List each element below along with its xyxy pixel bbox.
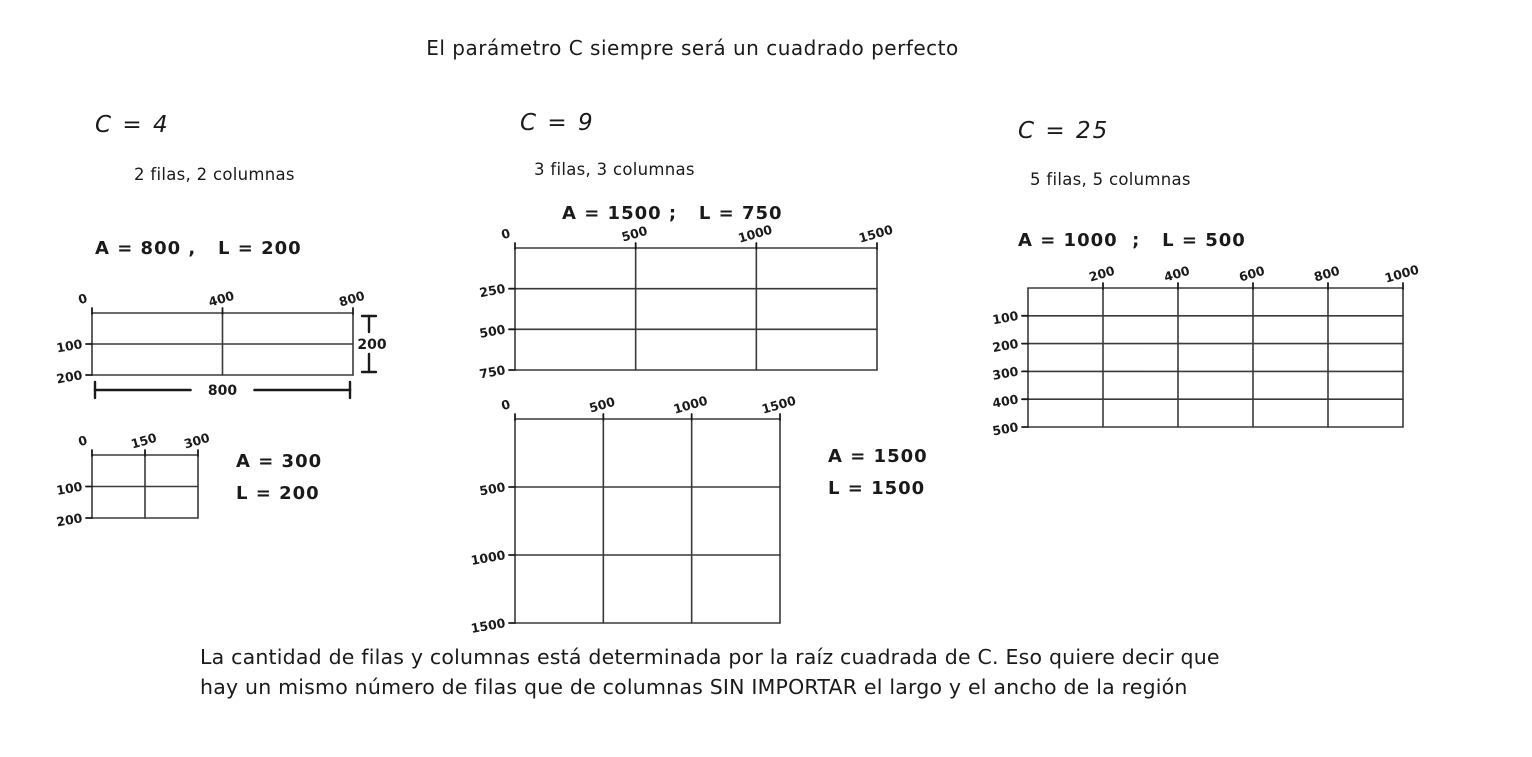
grid-c4-small: [47, 425, 263, 570]
svg-text:200: 200: [991, 335, 1020, 356]
svg-text:100: 100: [991, 307, 1020, 328]
section-heading-c4: C = 4: [95, 112, 170, 138]
svg-text:800: 800: [1312, 262, 1342, 285]
page-title: El parámetro C siempre será un cuadrado perfecto: [426, 36, 959, 60]
svg-text:300: 300: [182, 429, 212, 452]
annotation-c9-square: [828, 441, 928, 505]
svg-text:1500: 1500: [759, 392, 798, 417]
section-subheading-c4: 2 filas, 2 columnas: [134, 165, 295, 184]
svg-text:100: 100: [55, 336, 84, 356]
svg-text:400: 400: [1162, 262, 1192, 285]
svg-text:0: 0: [76, 432, 90, 450]
svg-text:400: 400: [991, 391, 1020, 411]
svg-text:600: 600: [1237, 262, 1267, 285]
svg-text:500: 500: [619, 222, 650, 245]
svg-text:500: 500: [991, 419, 1020, 439]
footer-line-1: La cantidad de filas y columnas está determinada por la raíz cuadrada de C. Eso quiere decir que: [200, 645, 1220, 669]
svg-text:500: 500: [478, 321, 507, 341]
svg-text:750: 750: [478, 362, 507, 382]
annotation-c4-small-area: A = 300: [236, 451, 323, 472]
grid-c4-small-svg: [47, 425, 263, 566]
svg-text:1000: 1000: [736, 221, 774, 246]
grid-c4-main: [47, 283, 418, 427]
annotation-c4-small: [236, 446, 322, 510]
svg-text:150: 150: [129, 429, 159, 452]
svg-text:200: 200: [1087, 262, 1117, 285]
section-formula-c4: A = 800 , L = 200: [95, 238, 302, 259]
svg-text:0: 0: [499, 225, 513, 243]
svg-text:1000: 1000: [671, 392, 710, 417]
footer-line-2: hay un mismo número de filas que de columnas SIN IMPORTAR el largo y el ancho de la región: [200, 675, 1188, 699]
section-heading-c9: C = 9: [520, 110, 595, 136]
svg-text:1000: 1000: [470, 547, 507, 568]
annotation-c4-small-length: L = 200: [236, 483, 320, 504]
grid-c9-square-svg: [470, 389, 845, 671]
grid-c25-main-svg: [983, 258, 1468, 475]
svg-text:500: 500: [587, 393, 617, 416]
svg-text:400: 400: [206, 287, 236, 310]
svg-text:1500: 1500: [470, 615, 507, 636]
section-heading-c25: C = 25: [1018, 118, 1110, 144]
section-subheading-c25: 5 filas, 5 columnas: [1030, 170, 1191, 189]
svg-text:200: 200: [55, 367, 84, 387]
svg-text:1500: 1500: [856, 221, 895, 246]
svg-text:0: 0: [499, 396, 513, 414]
grid-c4-main-svg: [47, 283, 418, 423]
svg-text:250: 250: [478, 280, 507, 301]
svg-text:200: 200: [357, 337, 387, 353]
grid-c9-square: [470, 389, 845, 675]
section-formula-c9: A = 1500 ; L = 750: [562, 203, 783, 224]
section-subheading-c9: 3 filas, 3 columnas: [534, 160, 695, 179]
svg-text:200: 200: [55, 510, 84, 530]
svg-text:500: 500: [478, 479, 507, 499]
grid-c25-main: [983, 258, 1468, 479]
svg-text:100: 100: [55, 478, 84, 498]
svg-text:800: 800: [207, 383, 238, 399]
section-formula-c25: A = 1000 ; L = 500: [1018, 230, 1246, 251]
annotation-c9-square-length: L = 1500: [828, 478, 926, 499]
svg-text:300: 300: [991, 363, 1020, 383]
svg-text:1000: 1000: [1382, 261, 1421, 286]
svg-text:0: 0: [76, 290, 90, 308]
svg-text:800: 800: [337, 287, 367, 310]
annotation-c9-square-area: A = 1500: [828, 446, 928, 467]
grid-c9-wide-svg: [470, 218, 942, 418]
